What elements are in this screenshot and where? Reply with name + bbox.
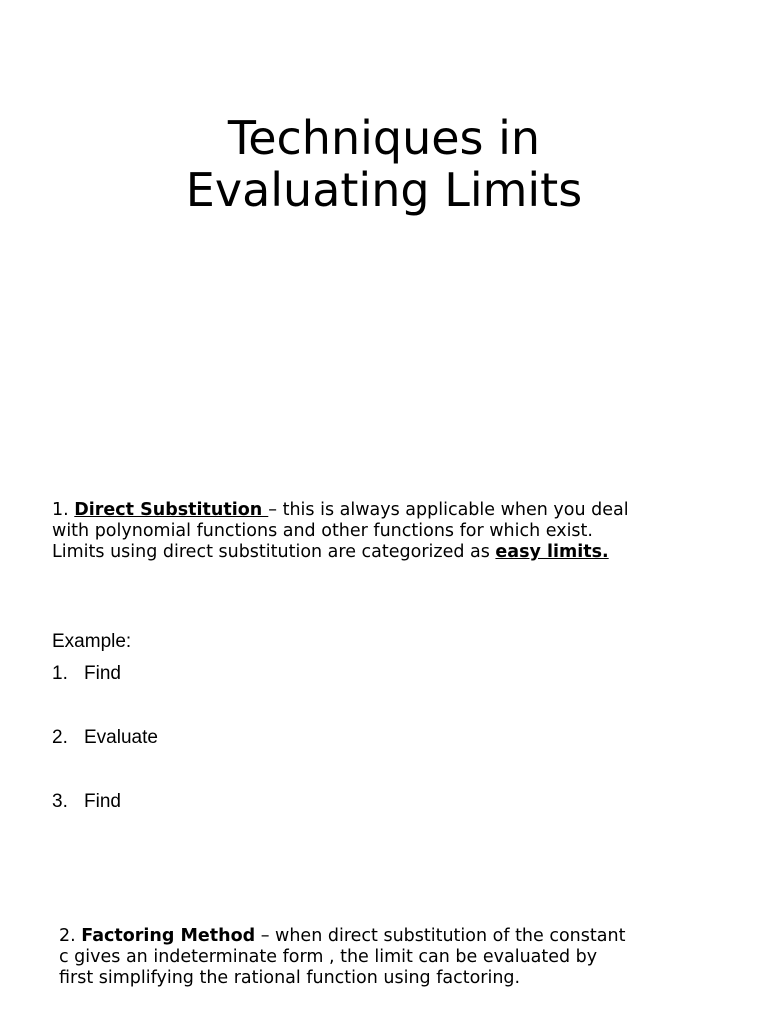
list-item-number: 1.: [52, 663, 68, 684]
section-number: 1.: [52, 500, 69, 520]
section-number: 2.: [59, 926, 76, 946]
paragraph-text: Limits using direct substitution are categorized as: [52, 542, 496, 562]
list-item-text: Evaluate: [84, 727, 158, 748]
paragraph-text: c gives an indeterminate form , the limit can be evaluated by: [59, 947, 598, 967]
list-item-text: Find: [84, 791, 121, 812]
list-item: [52, 726, 158, 750]
paragraph-text: – when direct substitution of the constant: [255, 926, 626, 946]
direct-substitution-paragraph: [52, 500, 752, 563]
factoring-method-heading: Factoring Method: [81, 926, 256, 946]
list-item-number: 3.: [52, 791, 68, 812]
paragraph-line: [59, 926, 759, 947]
paragraph-text: – this is always applicable when you deal: [268, 500, 629, 520]
paragraph-text: with polynomial functions and other functions for which exist.: [52, 521, 593, 541]
paragraph-line: [52, 542, 752, 563]
title-line-1: Techniques in: [227, 111, 541, 165]
title-line-2: Evaluating Limits: [185, 163, 583, 217]
paragraph-text: first simplifying the rational function using factoring.: [59, 968, 521, 988]
easy-limits-emphasis: easy limits.: [495, 542, 609, 562]
list-item: [52, 662, 121, 686]
list-item: [52, 790, 121, 814]
direct-substitution-heading: Direct Substitution: [74, 500, 269, 520]
factoring-method-paragraph: [59, 926, 759, 989]
page-title: [0, 112, 768, 216]
list-item-number: 2.: [52, 727, 68, 748]
paragraph-line: [52, 500, 752, 521]
example-label: Example:: [52, 631, 132, 652]
list-item-text: Find: [84, 663, 121, 684]
